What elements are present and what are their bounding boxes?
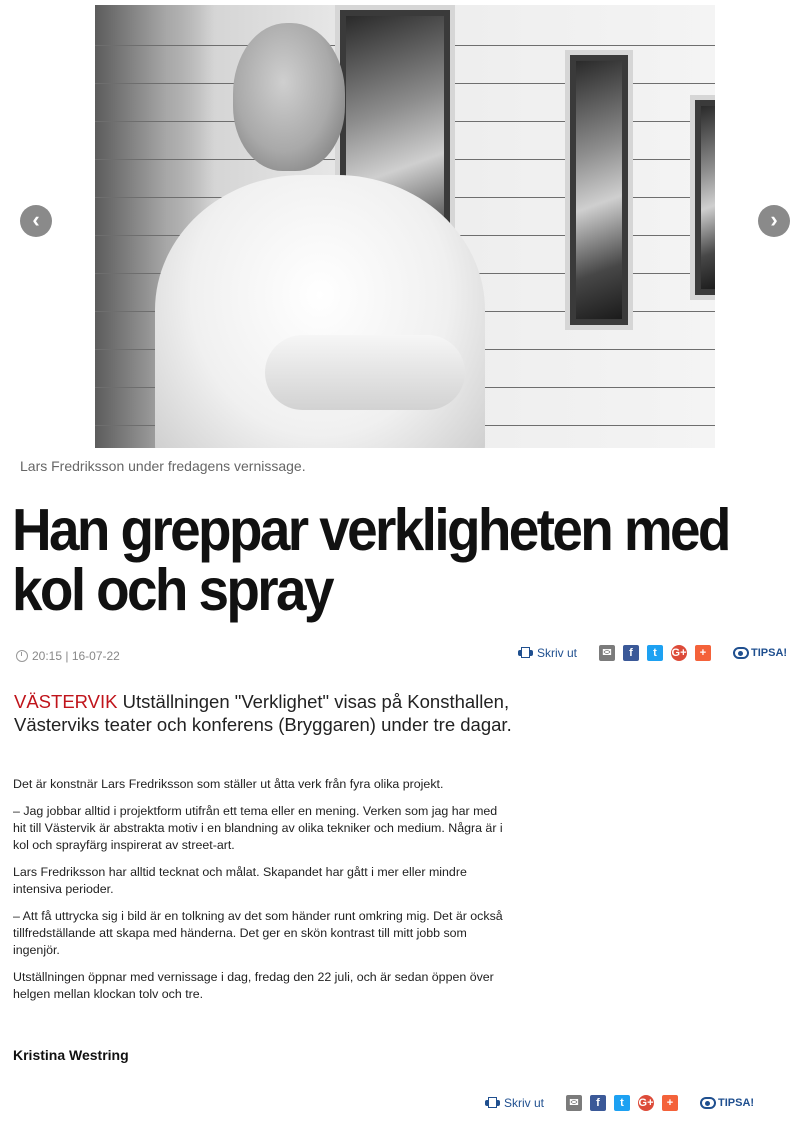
body-paragraph: Utställningen öppnar med vernissage i dag, fredag den 22 juli, och är sedan öppen över helgen mellan klockan tolv och tre. — [13, 970, 494, 1001]
tipsa-button[interactable] — [700, 1097, 754, 1109]
eye-icon — [700, 1097, 716, 1109]
facebook-icon[interactable]: f — [590, 1095, 606, 1111]
article-meta — [16, 649, 120, 663]
article-timestamp: 20:15 | 16-07-22 — [32, 649, 120, 663]
facebook-icon[interactable]: f — [623, 645, 639, 661]
google-plus-icon[interactable]: G+ — [638, 1097, 654, 1109]
eye-icon — [733, 647, 749, 659]
clock-icon — [16, 650, 28, 662]
article-lead — [14, 690, 554, 736]
chevron-left-icon: ‹ — [32, 207, 40, 232]
article-body — [13, 776, 503, 1013]
share-icons — [566, 1095, 678, 1111]
photo-caption: Lars Fredriksson under fredagens vernissage. — [20, 458, 306, 474]
article-author: Kristina Westring — [13, 1047, 129, 1063]
tipsa-button[interactable] — [733, 647, 787, 659]
share-toolbar-bottom — [485, 1095, 754, 1111]
article-photo — [95, 5, 715, 448]
gallery-prev-button[interactable] — [20, 205, 52, 237]
google-plus-icon[interactable]: G+ — [671, 647, 687, 659]
person-head — [233, 23, 345, 171]
print-button[interactable] — [485, 1096, 544, 1110]
body-paragraph: – Att få uttrycka sig i bild är en tolkning av det som händer runt omkring mig. Det är också tillfredställande att skapa med händerna. Det ger en skön kontrast till mitt jobb som ingenjör. — [13, 909, 503, 957]
print-button[interactable] — [518, 646, 577, 660]
printer-icon — [518, 647, 533, 659]
article-headline: Han greppar verkligheten med kol och spray — [12, 497, 729, 623]
printer-icon — [485, 1097, 500, 1109]
share-plus-icon[interactable]: + — [695, 645, 711, 661]
body-paragraph: Det är konstnär Lars Fredriksson som ställer ut åtta verk från fyra olika projekt. — [13, 777, 444, 791]
painting-frame — [565, 50, 633, 330]
chevron-right-icon: › — [770, 207, 778, 232]
body-paragraph: – Jag jobbar alltid i projektform utifrån ett tema eller en mening. Verken som jag har med hit till Västervik är abstrakta motiv i en blandning av olika tekniker och medium. Några är i kol och sprayfärg inspirerat av street-art. — [13, 804, 503, 852]
painting-frame — [690, 95, 715, 300]
body-paragraph: Lars Fredriksson har alltid tecknat och målat. Skapandet har gått i mer eller mindre intensiva perioder. — [13, 865, 467, 896]
person-arms — [265, 335, 465, 410]
share-toolbar-top — [518, 645, 787, 661]
mail-icon[interactable]: ✉ — [566, 1095, 582, 1111]
twitter-icon[interactable]: t — [614, 1095, 630, 1111]
share-icons — [599, 645, 711, 661]
print-label: Skriv ut — [504, 1096, 545, 1110]
print-label: Skriv ut — [537, 646, 578, 660]
lead-text: Utställningen "Verklighet" visas på Konsthallen, Västerviks teater och konferens (Bryggaren) under tre dagar. — [14, 691, 512, 735]
mail-icon[interactable]: ✉ — [599, 645, 615, 661]
share-plus-icon[interactable]: + — [662, 1095, 678, 1111]
tipsa-label: TIPSA! — [718, 1097, 755, 1109]
gallery-next-button[interactable] — [758, 205, 790, 237]
dateline: VÄSTERVIK — [14, 691, 118, 712]
twitter-icon[interactable]: t — [647, 645, 663, 661]
tipsa-label: TIPSA! — [751, 647, 788, 659]
